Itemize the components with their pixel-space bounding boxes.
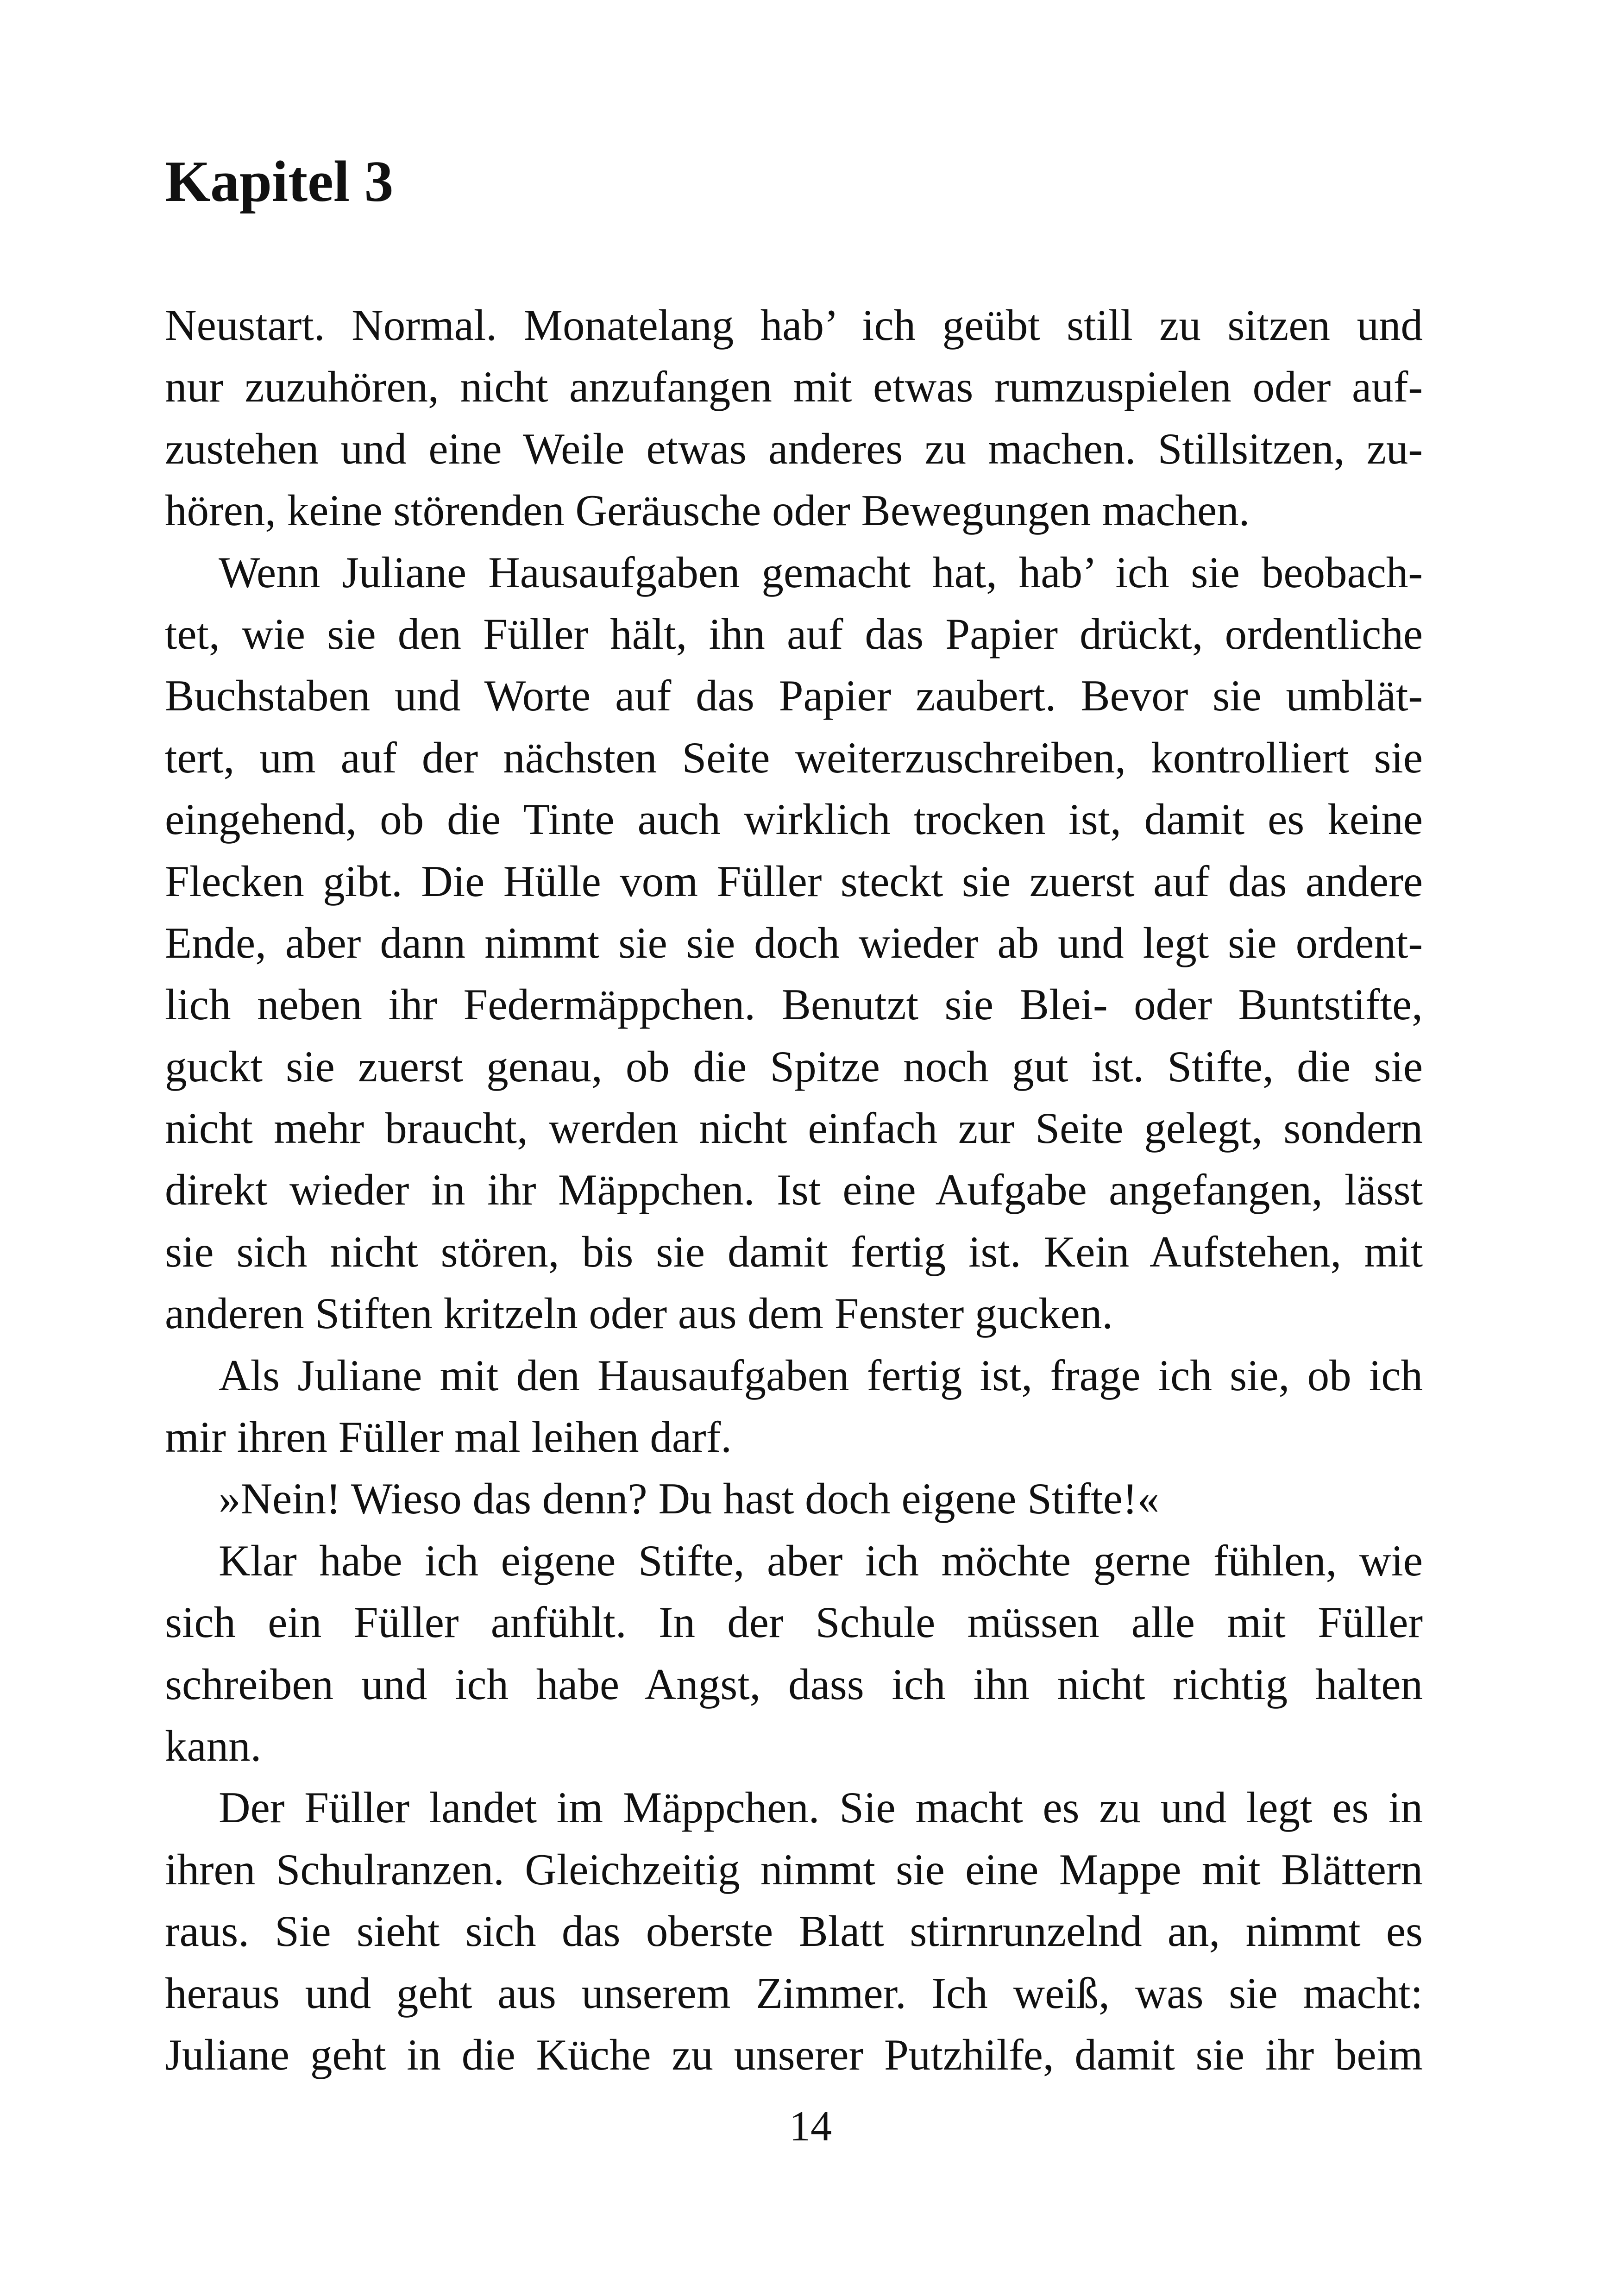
text-line: tet, wie sie den Füller hält, ihn auf das Papier drückt, ordentliche (165, 609, 1423, 659)
text-line: hören, keine störenden Geräusche oder Bewegungen machen. (165, 486, 1250, 535)
text-line: kann. (165, 1721, 262, 1770)
text-line: »Nein! Wieso das denn? Du hast doch eigene Stifte!« (219, 1474, 1160, 1524)
text-line: sie sich nicht stören, bis sie damit fertig ist. Kein Aufstehen, mit (165, 1227, 1423, 1276)
chapter-body-text (165, 295, 1423, 2086)
text-line: Als Juliane mit den Hausaufgaben fertig ist, frage ich sie, ob ich (219, 1350, 1423, 1400)
text-line: mir ihren Füller mal leihen darf. (165, 1412, 732, 1462)
text-line: lich neben ihr Federmäppchen. Benutzt sie Blei- oder Buntstifte, (165, 980, 1423, 1029)
text-line: Wenn Juliane Hausaufgaben gemacht hat, hab’ ich sie beobach- (219, 547, 1423, 597)
text-line: tert, um auf der nächsten Seite weiterzuschreiben, kontrolliert sie (165, 733, 1423, 782)
text-line: Buchstaben und Worte auf das Papier zaubert. Bevor sie umblät- (165, 671, 1423, 721)
text-line: guckt sie zuerst genau, ob die Spitze noch gut ist. Stifte, die sie (165, 1041, 1423, 1091)
text-line: Klar habe ich eigene Stifte, aber ich möchte gerne fühlen, wie (219, 1536, 1423, 1585)
text-line: direkt wieder in ihr Mäppchen. Ist eine Aufgabe angefangen, lässt (165, 1165, 1423, 1215)
chapter-title: Kapitel 3 (165, 150, 394, 214)
page-number: 14 (789, 2102, 832, 2150)
text-line: Ende, aber dann nimmt sie sie doch wieder ab und legt sie ordent- (165, 918, 1423, 967)
text-line: Juliane geht in die Küche zu unserer Putzhilfe, damit sie ihr beim (165, 2030, 1423, 2079)
text-line: schreiben und ich habe Angst, dass ich ihn nicht richtig halten (165, 1659, 1423, 1709)
text-line: anderen Stiften kritzeln oder aus dem Fenster gucken. (165, 1289, 1113, 1338)
text-line: ihren Schulranzen. Gleichzeitig nimmt sie eine Mappe mit Blättern (165, 1844, 1423, 1894)
text-line: heraus und geht aus unserem Zimmer. Ich weiß, was sie macht: (165, 1968, 1423, 2018)
text-line: zustehen und eine Weile etwas anderes zu machen. Stillsitzen, zu- (165, 424, 1423, 473)
text-line: Der Füller landet im Mäppchen. Sie macht es zu und legt es in (219, 1783, 1423, 1832)
text-line: sich ein Füller anfühlt. In der Schule müssen alle mit Füller (165, 1598, 1423, 1647)
text-line: raus. Sie sieht sich das oberste Blatt stirnrunzelnd an, nimmt es (165, 1907, 1423, 1956)
text-line: nur zuzuhören, nicht anzufangen mit etwas rumzuspielen oder auf- (165, 362, 1423, 412)
text-line: Flecken gibt. Die Hülle vom Füller steckt sie zuerst auf das andere (165, 856, 1423, 906)
text-line: Neustart. Normal. Monatelang hab’ ich geübt still zu sitzen und (165, 301, 1423, 350)
text-line: nicht mehr braucht, werden nicht einfach zur Seite gelegt, sondern (165, 1104, 1423, 1153)
text-line: eingehend, ob die Tinte auch wirklich trocken ist, damit es keine (165, 795, 1423, 844)
